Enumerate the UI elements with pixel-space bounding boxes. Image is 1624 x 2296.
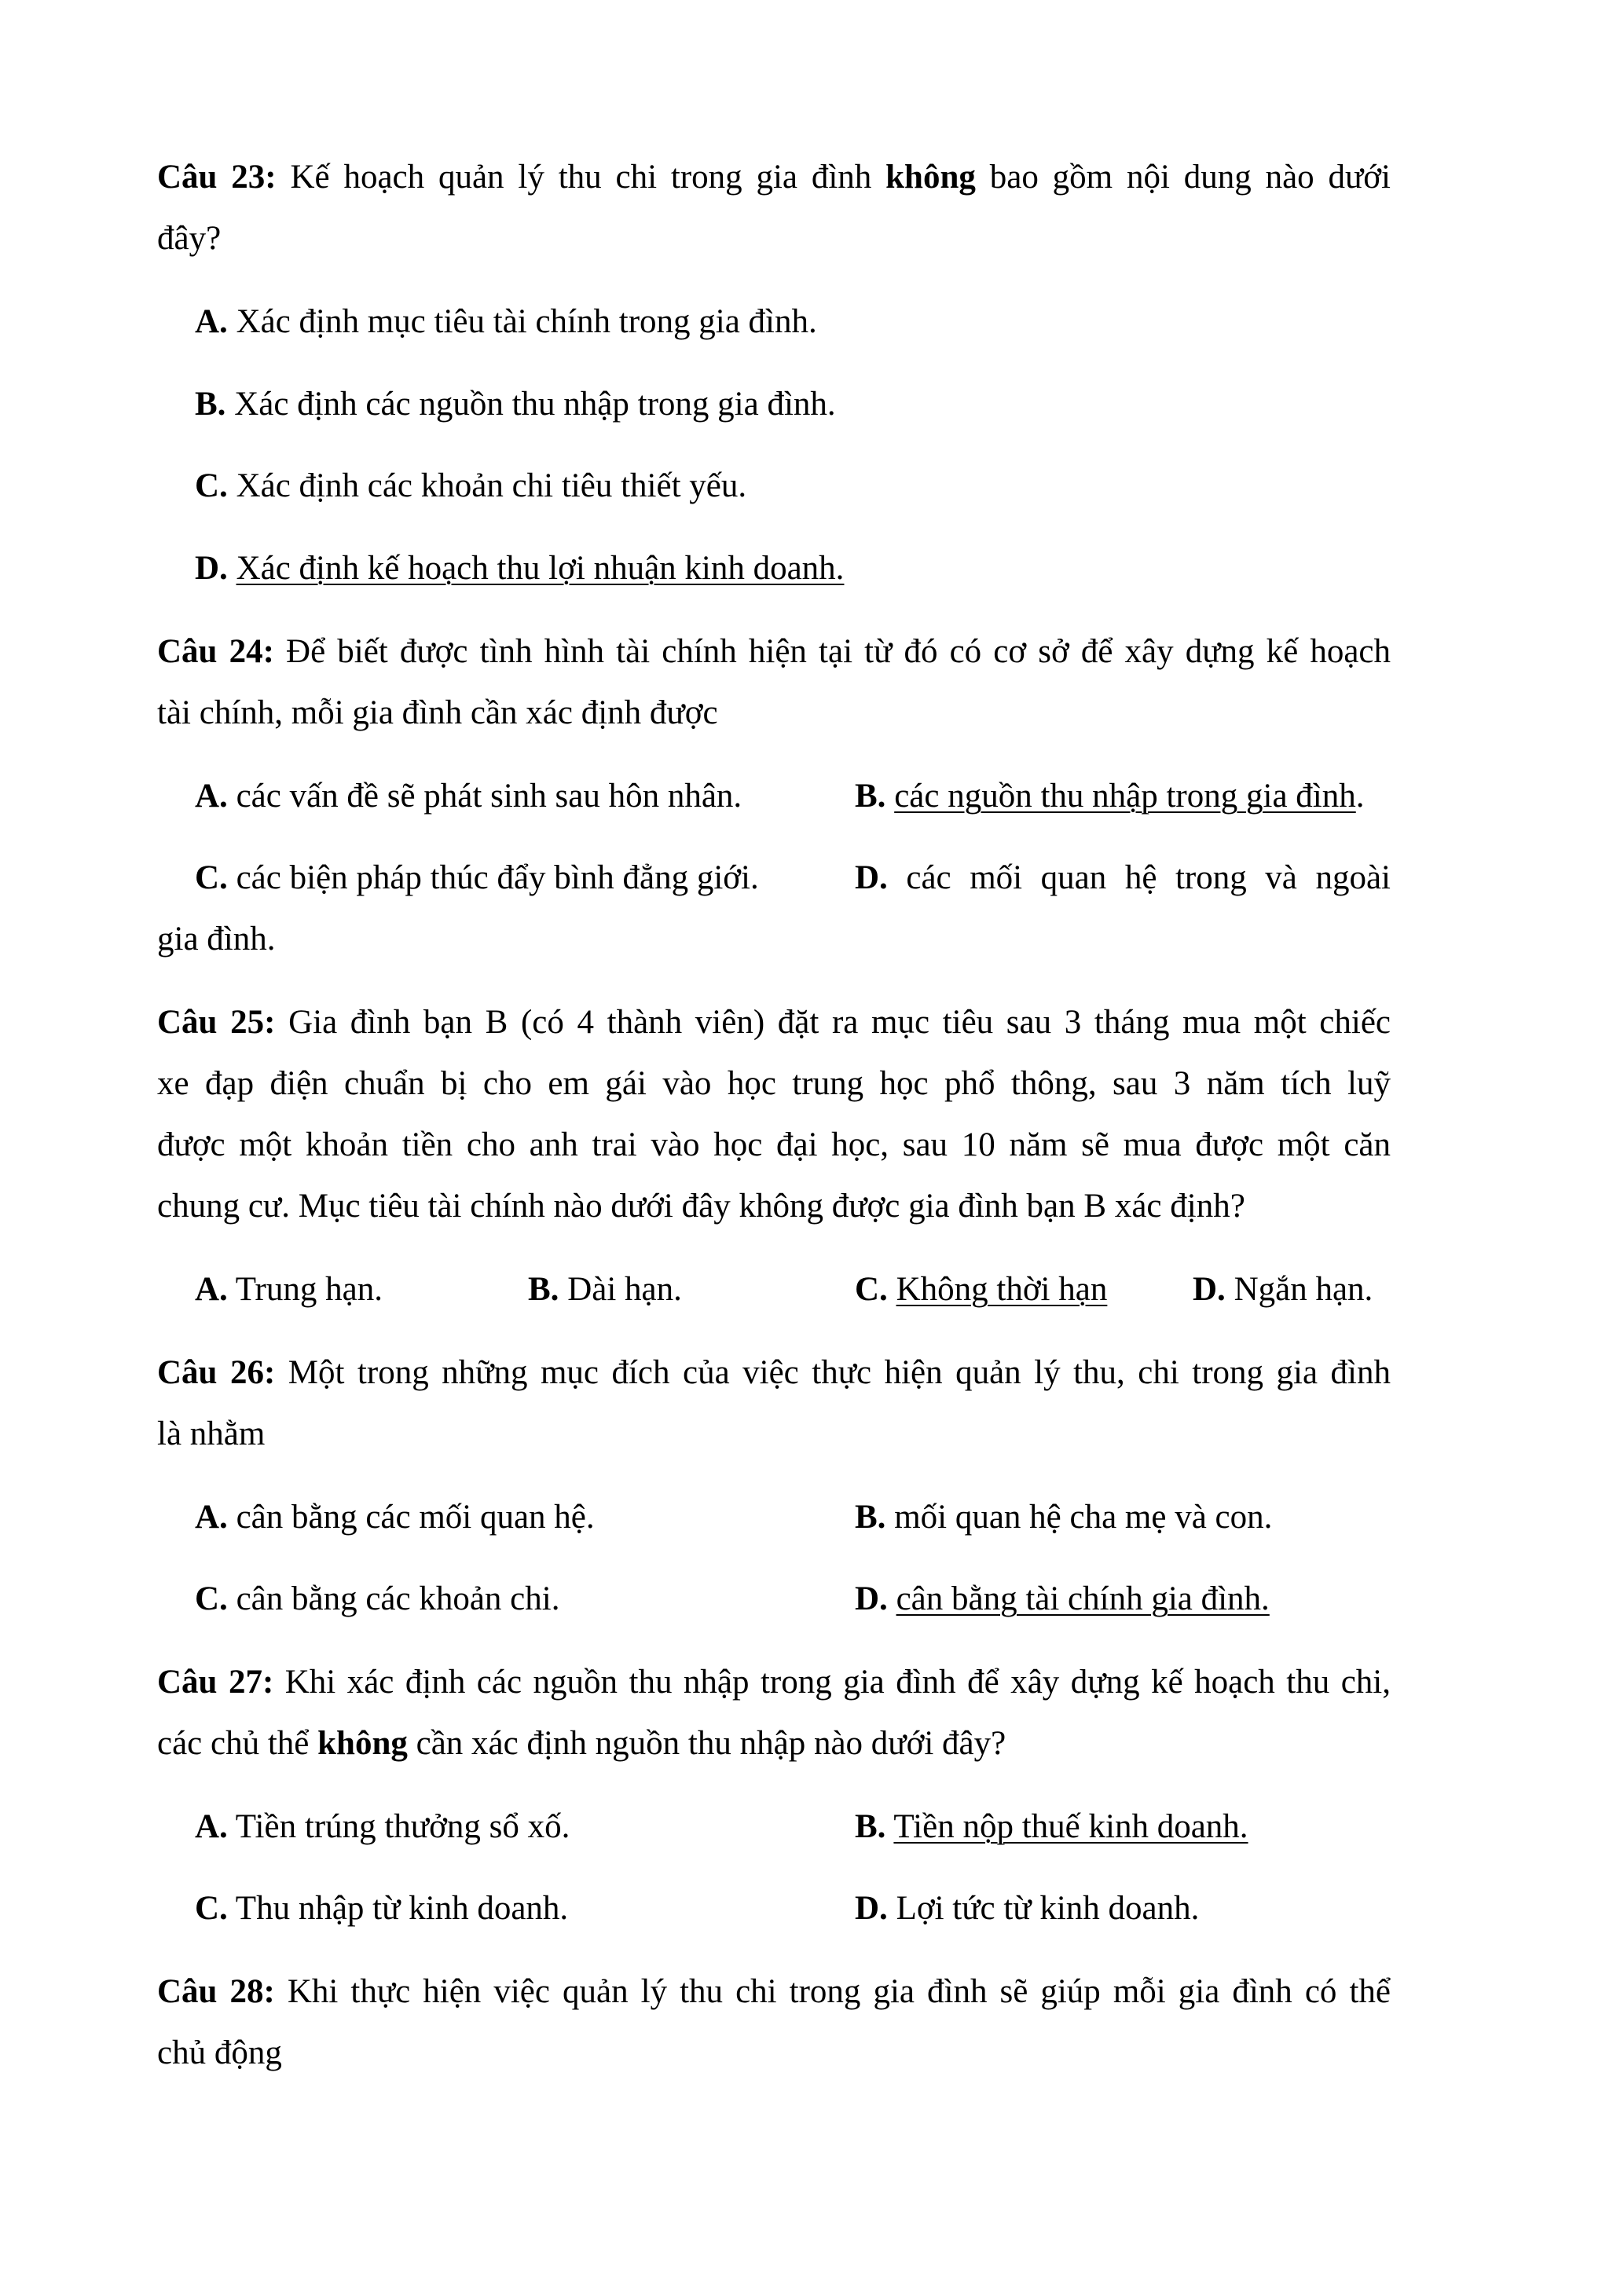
option-text: Tiền trúng thưởng sổ xố. [235, 1808, 570, 1845]
question-24-stem-line-2: tài chính, mỗi gia đình cần xác định được [157, 694, 718, 731]
option-label: B. [855, 778, 886, 815]
question-28-label: Câu 28: [157, 1973, 275, 2010]
question-27-option-d [855, 1891, 1199, 1925]
question-25-option-a [195, 1273, 383, 1306]
option-text-answer: cân bằng tài chính gia đình. [896, 1580, 1270, 1617]
option-text-answer: Không thời hạn [896, 1271, 1108, 1308]
question-27-stem-text-start: các chủ thể [157, 1725, 318, 1762]
question-23-stem-line-2: đây? [157, 220, 222, 257]
question-24-stem-line-1 [157, 635, 1391, 668]
question-23-stem-text: Kế hoạch quản lý thu chi trong gia đình [276, 159, 886, 196]
question-25-stem-text: Gia đình bạn B (có 4 thành viên) đặt ra mục tiêu sau 3 tháng mua một chiếc [275, 1004, 1391, 1041]
question-24-option-b [855, 779, 1364, 813]
question-25-option-c [855, 1273, 1107, 1306]
question-25-stem-line-2: xe đạp điện chuẩn bị cho em gái vào học trung học phổ thông, sau 3 năm tích luỹ [157, 1065, 1391, 1102]
question-23-stem-line-1 [157, 160, 1391, 194]
option-text: cân bằng các mối quan hệ. [236, 1499, 595, 1536]
option-label: D. [195, 550, 228, 587]
question-27-stem-text-end: cần xác định nguồn thu nhập nào dưới đây? [407, 1725, 1006, 1762]
option-text: mối quan hệ cha mẹ và con. [894, 1499, 1273, 1536]
question-23-stem-text-end: bao gồm nội dung nào dưới [975, 159, 1391, 196]
option-text: Lợi tức từ kinh doanh. [896, 1890, 1200, 1927]
question-26-label: Câu 26: [157, 1354, 276, 1391]
question-24-option-c [195, 861, 759, 895]
question-24-option-d-continuation: gia đình. [157, 921, 276, 958]
option-text: Dài hạn. [567, 1271, 682, 1308]
question-26-option-b [855, 1500, 1272, 1534]
option-label: D. [855, 859, 888, 896]
question-25-stem-line-1 [157, 1005, 1391, 1039]
option-text-answer: Xác định kế hoạch thu lợi nhuận kinh doanh. [236, 550, 845, 587]
option-label: D. [855, 1580, 888, 1617]
question-27-option-c [195, 1891, 568, 1925]
option-text: các mối quan hệ trong và ngoài [906, 859, 1391, 896]
option-label: B. [528, 1271, 559, 1308]
question-23-option-b [195, 387, 836, 421]
question-26-stem-line-2: là nhằm [157, 1415, 266, 1452]
option-label: A. [195, 303, 228, 340]
option-label: B. [195, 386, 226, 423]
question-23-option-c [195, 469, 746, 503]
question-26-option-d [855, 1582, 1270, 1616]
option-label: C. [855, 1271, 888, 1308]
option-label: C. [195, 467, 228, 504]
option-text-answer: các nguồn thu nhập trong gia đình [894, 778, 1356, 815]
question-25-stem-line-4: chung cư. Mục tiêu tài chính nào dưới đây không được gia đình bạn B xác định? [157, 1188, 1245, 1225]
question-27-stem-line-1 [157, 1665, 1391, 1699]
option-text: các biện pháp thúc đẩy bình đẳng giới. [236, 859, 759, 896]
question-26-stem-text: Một trong những mục đích của việc thực hiện quản lý thu, chi trong gia đình [275, 1354, 1391, 1391]
question-27-option-b [855, 1810, 1248, 1844]
question-24-option-d [855, 861, 1391, 895]
option-label: B. [855, 1808, 886, 1845]
question-27-stem-text: Khi xác định các nguồn thu nhập trong gia đình để xây dựng kế hoạch thu chi, [273, 1664, 1391, 1701]
question-25-label: Câu 25: [157, 1004, 276, 1041]
option-text-answer: Tiền nộp thuế kinh doanh. [893, 1808, 1248, 1845]
question-25-option-d [1193, 1273, 1373, 1306]
option-text: Xác định mục tiêu tài chính trong gia đình. [236, 303, 817, 340]
option-suffix: . [1355, 778, 1365, 815]
option-label: C. [195, 859, 228, 896]
option-text: Thu nhập từ kinh doanh. [235, 1890, 569, 1927]
question-28-stem-line-2: chủ động [157, 2034, 282, 2071]
option-text: Trung hạn. [235, 1271, 383, 1308]
question-23-option-d [195, 551, 844, 585]
option-label: C. [195, 1580, 228, 1617]
option-text: Xác định các nguồn thu nhập trong gia đình. [234, 386, 836, 423]
option-label: A. [195, 778, 228, 815]
question-28-stem-text: Khi thực hiện việc quản lý thu chi trong gia đình sẽ giúp mỗi gia đình có thể [274, 1973, 1391, 2010]
option-text: cân bằng các khoản chi. [236, 1580, 560, 1617]
option-text: các vấn đề sẽ phát sinh sau hôn nhân. [236, 778, 742, 815]
option-label: B. [855, 1499, 886, 1536]
question-23-keyword: không [885, 159, 976, 196]
question-24-label: Câu 24: [157, 633, 274, 670]
question-23-option-a [195, 305, 817, 339]
option-label: D. [855, 1890, 888, 1927]
question-24-option-a [195, 779, 742, 813]
option-label: A. [195, 1499, 228, 1536]
question-26-option-a [195, 1500, 595, 1534]
question-28-stem-line-1 [157, 1975, 1391, 2009]
option-label: A. [195, 1808, 228, 1845]
question-27-keyword: không [317, 1725, 408, 1762]
question-26-stem-line-1 [157, 1356, 1391, 1390]
question-23-label: Câu 23: [157, 159, 277, 196]
option-label: C. [195, 1890, 228, 1927]
option-text: Xác định các khoản chi tiêu thiết yếu. [236, 467, 747, 504]
option-text: Ngắn hạn. [1234, 1271, 1373, 1308]
question-24-stem-text: Để biết được tình hình tài chính hiện tại từ đó có cơ sở để xây dựng kế hoạch [273, 633, 1391, 670]
option-label: A. [195, 1271, 228, 1308]
question-25-option-b [528, 1273, 682, 1306]
question-27-option-a [195, 1810, 570, 1844]
option-label: D. [1193, 1271, 1226, 1308]
question-27-label: Câu 27: [157, 1664, 274, 1701]
question-25-stem-line-3: được một khoản tiền cho anh trai vào học đại học, sau 10 năm sẽ mua được một căn [157, 1126, 1391, 1163]
question-27-stem-line-2 [157, 1727, 1006, 1760]
question-26-option-c [195, 1582, 559, 1616]
